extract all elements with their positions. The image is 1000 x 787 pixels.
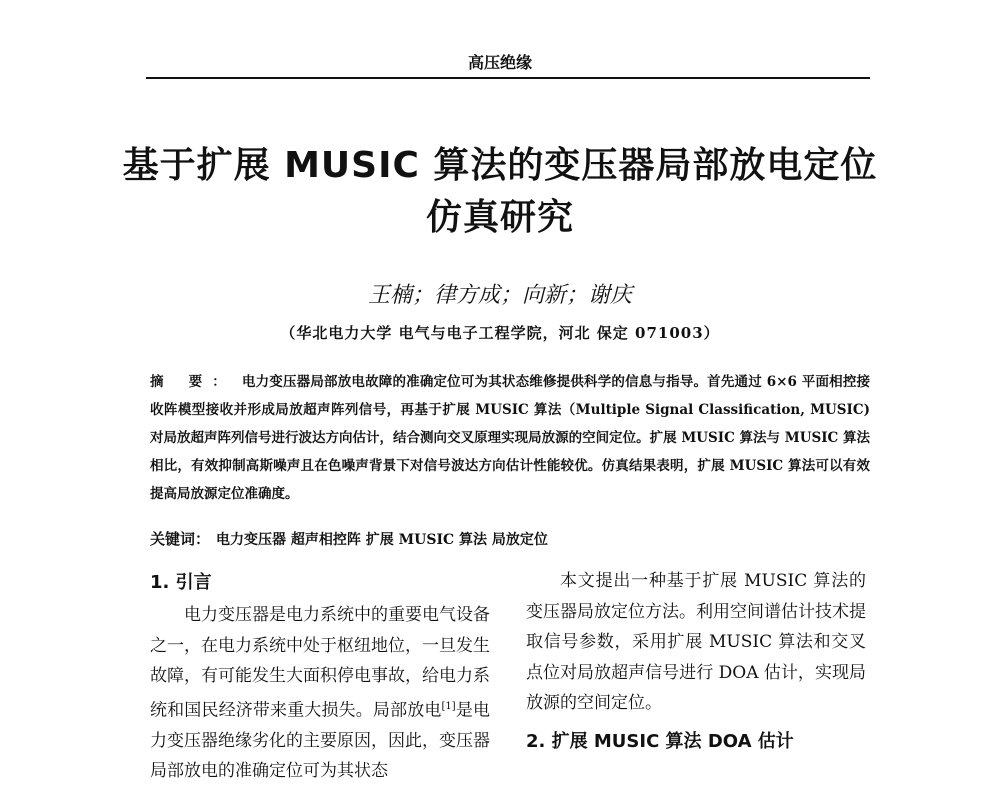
title-line-1: 基于扩展 MUSIC 算法的变压器局部放电定位 [122, 145, 878, 186]
citation-ref: [1] [441, 700, 456, 712]
intro-paragraph [150, 600, 490, 787]
paper-title [100, 140, 900, 244]
method-paragraph: 本文提出一种基于扩展 MUSIC 算法的变压器局放定位方法。利用空间谱估计技术提取信号参数，采用扩展 MUSIC 算法和交叉点位对局放超声信号进行 DOA 估计，实现局放源的空间定位。 [526, 571, 866, 713]
keywords-label: 关键词： [150, 530, 211, 548]
section-heading-intro: 1. 引言 [150, 572, 212, 593]
abstract [150, 368, 870, 508]
intro-text-2: 是电力变压器绝缘劣化的主要原因，因此，变压器局部放电的准确定位可为其状态 [150, 700, 491, 782]
right-column [526, 566, 866, 759]
abstract-text: 电力变压器局部放电故障的准确定位可为其状态维修提供科学的信息与指导。首先通过 6×6 平面相控接收阵模型接收并形成局放超声阵列信号，再基于扩展 MUSIC 算法（Multiple Signal Classification, MUSIC)对局放超声阵列信号进行波达方向估计，结合测向交叉原理实现局放源的空间定位。扩展 MUSIC 算法与 MUSIC 算法相比，有效抑制高斯噪声且在色噪声背景下对信号波达方向估计性能较优。仿真结果表明，扩展 MUSIC 算法可以有效提高局放源定位准确度。 [150, 374, 870, 502]
running-head: 高压绝缘 [467, 53, 532, 72]
keywords [150, 528, 870, 549]
authors: 王楠；律方成；向新；谢庆 [367, 283, 632, 308]
title-line-2: 仿真研究 [425, 197, 574, 238]
intro-text-1: 电力变压器是电力系统中的重要电气设备之一，在电力系统中处于枢纽地位，一旦发生故障，有可能发生大面积停电事故，给电力系统和国民经济带来重大损失。局部放电 [150, 605, 490, 721]
header-rule [146, 77, 870, 79]
abstract-label: 摘 要： [150, 374, 236, 390]
section-heading-music: 2. 扩展 MUSIC 算法 DOA 估计 [526, 730, 794, 752]
left-column [150, 566, 490, 787]
keywords-text: 电力变压器 超声相控阵 扩展 MUSIC 算法 局放定位 [216, 532, 548, 548]
affiliation: （华北电力大学 电气与电子工程学院，河北 保定 071003） [280, 324, 720, 342]
